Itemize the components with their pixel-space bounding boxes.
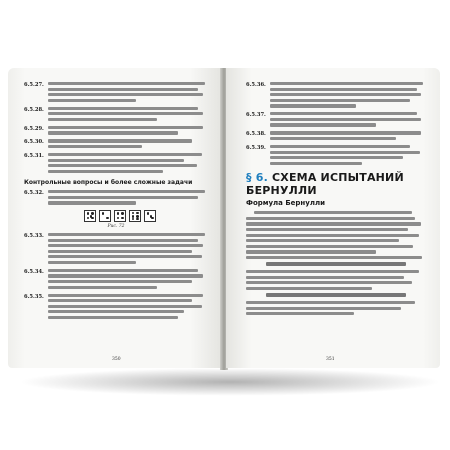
- problem-text: [270, 82, 426, 110]
- right-page: [226, 68, 440, 368]
- section-title: Контрольные вопросы и более сложные задачи: [24, 179, 193, 187]
- problem-text: [270, 112, 426, 129]
- problem-item: [24, 153, 208, 175]
- problem-text: [48, 82, 208, 104]
- problem-number: 6.5.30.: [24, 139, 44, 146]
- problem-number: 6.5.29.: [24, 125, 44, 132]
- problem-number: 6.5.37.: [246, 112, 266, 119]
- problem-text: [48, 233, 208, 266]
- problem-text: [48, 294, 208, 322]
- body-text-end: [246, 301, 426, 315]
- section-heading-text: СХЕМА ИСПЫТАНИЙ БЕРНУЛЛИ: [246, 171, 404, 198]
- figure-caption: Рис. 72: [107, 223, 125, 229]
- problem-number: 6.5.31.: [24, 152, 44, 159]
- problem-item: [24, 107, 208, 124]
- problem-number: 6.5.32.: [24, 190, 44, 197]
- open-book: [8, 68, 442, 386]
- problem-text: [48, 126, 208, 137]
- left-page: [8, 68, 222, 368]
- die-two: [99, 210, 111, 222]
- formula-line: [266, 262, 406, 266]
- problem-item: [246, 131, 426, 142]
- problem-number: 6.5.33.: [24, 232, 44, 239]
- problem-text: [48, 107, 208, 124]
- body-text: [246, 211, 426, 259]
- problem-text: [48, 139, 208, 150]
- problem-number: 6.5.27.: [24, 82, 44, 88]
- problem-item: [246, 82, 426, 110]
- problem-text: [48, 153, 208, 175]
- problem-text: [270, 145, 426, 167]
- problem-item: [24, 190, 208, 207]
- problem-text: [48, 269, 208, 291]
- section-number: § 6.: [246, 171, 268, 185]
- problem-number: 6.5.34.: [24, 268, 44, 275]
- die-four: [114, 210, 126, 222]
- problem-item: [24, 139, 208, 150]
- body-text-continued: [246, 270, 426, 290]
- subsection-heading: Формула Бернулли: [246, 199, 325, 208]
- right-page-content: [246, 82, 426, 318]
- problem-item: [24, 82, 208, 104]
- problem-item: [24, 126, 208, 137]
- problem-number: 6.5.38.: [246, 131, 266, 138]
- formula-line: [266, 293, 406, 297]
- page-number-left: 350: [112, 357, 121, 362]
- problem-number: 6.5.28.: [24, 106, 44, 113]
- die-three: [144, 210, 156, 222]
- dice-figure: [84, 210, 208, 222]
- die-five: [84, 210, 96, 222]
- page-number-right: 351: [326, 357, 335, 362]
- die-six: [129, 210, 141, 222]
- problem-number: 6.5.35.: [24, 293, 44, 300]
- problem-text: [48, 190, 208, 207]
- problem-item: [246, 112, 426, 129]
- book-shadow: [18, 368, 442, 396]
- problem-item: [24, 233, 208, 266]
- left-page-content: [24, 82, 208, 324]
- section-heading: [246, 171, 426, 197]
- problem-number: 6.5.36.: [246, 82, 266, 88]
- problem-number: 6.5.39.: [246, 144, 266, 151]
- problem-item: [24, 294, 208, 322]
- problem-item: [246, 145, 426, 167]
- problem-item: [24, 269, 208, 291]
- problem-text: [270, 131, 426, 142]
